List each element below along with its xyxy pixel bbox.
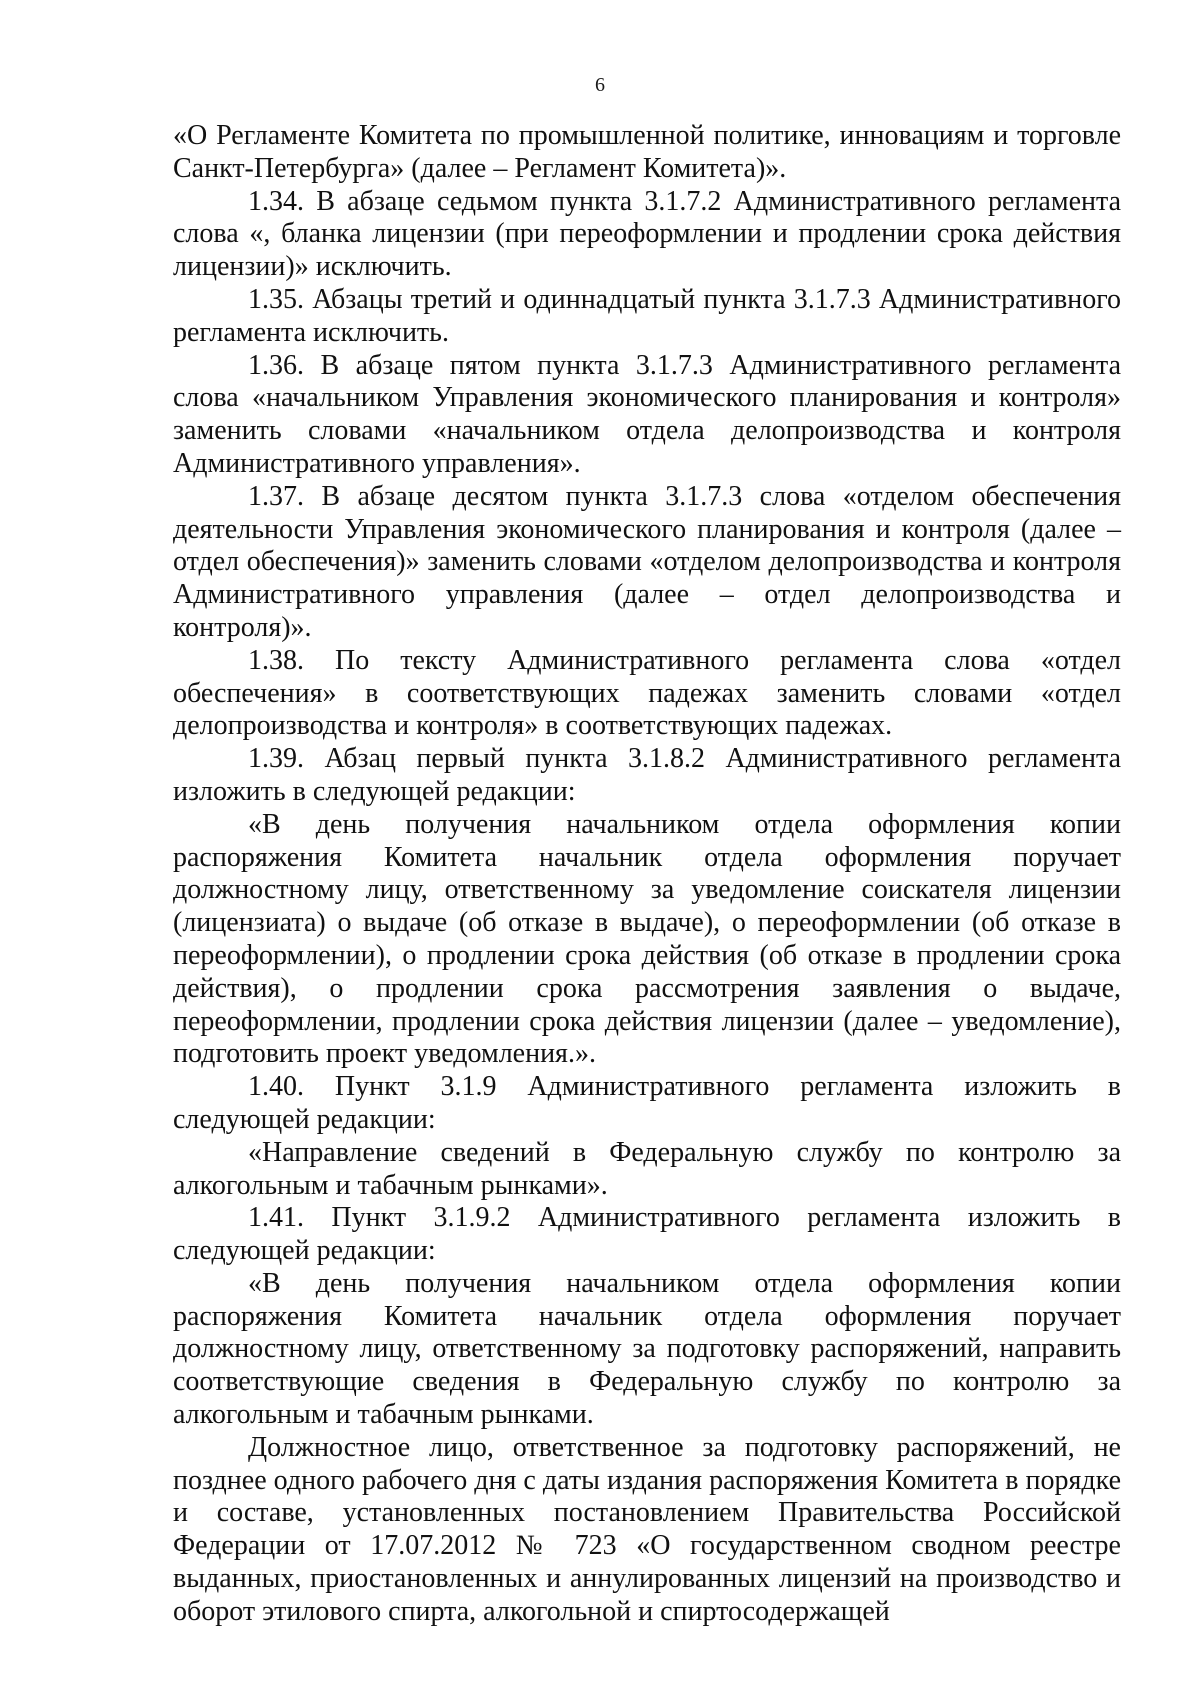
paragraph-1-39: 1.39. Абзац первый пункта 3.1.8.2 Административного регламента изложить в следующей редакции: — [173, 743, 1121, 807]
paragraph-1-34: 1.34. В абзаце седьмом пункта 3.1.7.2 Административного регламента слова «, бланка лицензии (при переоформлении и продлении срока действия лицензии)» исключить. — [173, 185, 1121, 283]
paragraph-1-41: 1.41. Пункт 3.1.9.2 Административного регламента изложить в следующей редакции: — [173, 1202, 1121, 1267]
paragraph-1-40: 1.40. Пункт 3.1.9 Административного регламента изложить в следующей редакции: — [173, 1071, 1121, 1135]
paragraph-1-36: 1.36. В абзаце пятом пункта 3.1.7.3 Административного регламента слова «начальником Управления экономического планирования и контроля» заменить словами «начальником отдела делопроизводства и контроля Административного управления». — [173, 349, 1121, 479]
page-number: 6 — [595, 74, 605, 96]
paragraph-official-duty: Должностное лицо, ответственное за подготовку распоряжений, не позднее одного рабочего дня с даты издания распоряжения Комитета в порядке и составе, установленных постановлением Правительства Российской Федерации от 17.07.2012 № 723 «О государственном сводном реестре выданных, приостановленных и аннулированных лицензий на производство и оборот этилового спирта, алкогольной и спиртосодержащей — [173, 1431, 1121, 1627]
document-body — [173, 120, 1121, 1629]
paragraph-1-38: 1.38. По тексту Административного регламента слова «отдел обеспечения» в соответствующих падежах заменить словами «отдел делопроизводства и контроля» в соответствующих падежах. — [173, 644, 1121, 742]
paragraph-quote-1-40: «Направление сведений в Федеральную службу по контролю за алкогольным и табачным рынками». — [173, 1136, 1121, 1201]
paragraph-1-37: 1.37. В абзаце десятом пункта 3.1.7.3 слова «отделом обеспечения деятельности Управления экономического планирования и контроля (далее – отдел обеспечения)» заменить словами «отделом делопроизводства и контроля Административного управления (далее – отдел делопроизводства и контроля)». — [173, 480, 1121, 643]
paragraph-continuation: «О Регламенте Комитета по промышленной политике, инновациям и торговле Санкт-Петербурга» (далее – Регламент Комитета)». — [173, 120, 1121, 184]
paragraph-1-35: 1.35. Абзацы третий и одиннадцатый пункта 3.1.7.3 Административного регламента исключить. — [173, 283, 1121, 348]
paragraph-quote-1-41: «В день получения начальником отдела оформления копии распоряжения Комитета начальник отдела оформления поручает должностному лицу, ответственному за подготовку распоряжений, направить соответствующие сведения в Федеральную службу по контролю за алкогольным и табачным рынками. — [173, 1267, 1121, 1431]
paragraph-quote-1-39: «В день получения начальником отдела оформления копии распоряжения Комитета начальник отдела оформления поручает должностному лицу, ответственному за уведомление соискателя лицензии (лицензиата) о выдаче (об отказе в выдаче), о переоформлении (об отказе в переоформлении), о продлении срока действия (об отказе в продлении срока действия), о продлении срока рассмотрения заявления о выдаче, переоформлении, продлении срока действия лицензии (далее – уведомление), подготовить проект уведомления.». — [173, 808, 1121, 1070]
